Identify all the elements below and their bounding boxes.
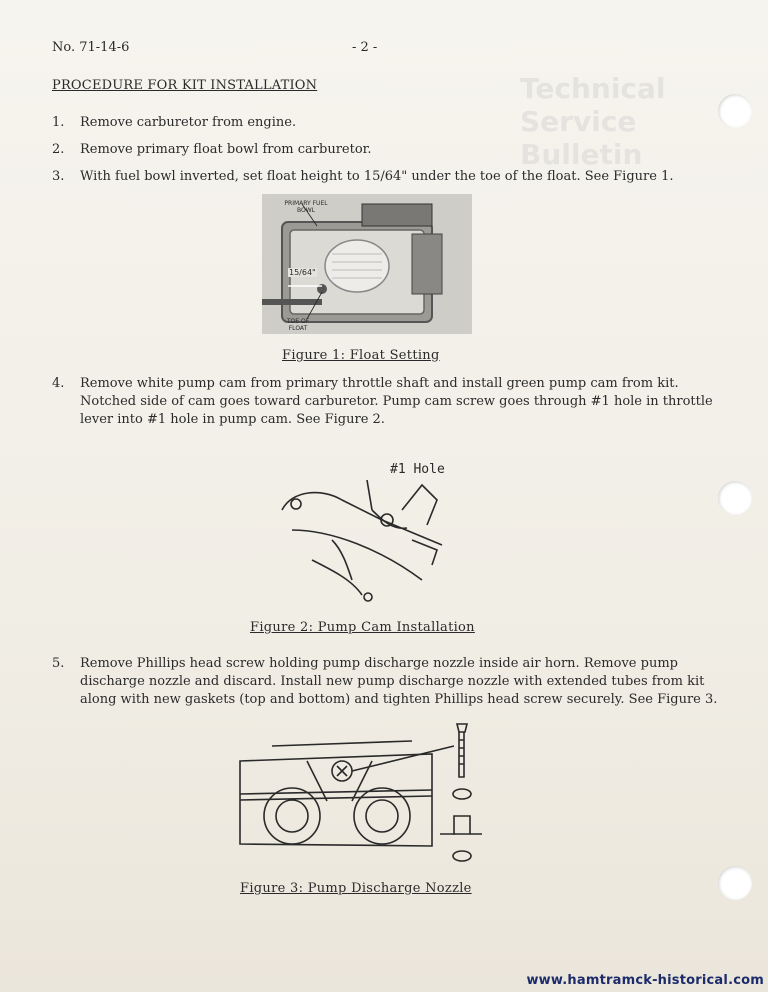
step-number: 4. [52, 376, 65, 391]
figure-3-caption: Figure 3: Pump Discharge Nozzle [240, 881, 472, 896]
fig2-label-hole: #1 Hole [390, 462, 445, 477]
step-text: Remove carburetor from engine. [80, 115, 297, 130]
step-number: 3. [52, 169, 65, 184]
figure-3-pump-discharge-nozzle-drawing [232, 716, 492, 874]
step-text: Remove Phillips head screw holding pump discharge nozzle inside air horn. Remove pump discharge nozzle and discard. Install new pump discharge nozzle with extended tubes from kit along with new gaskets (top and bottom) and tighten Phillips head screw securely. See Figure 3. [80, 656, 718, 707]
figure-1-caption: Figure 1: Float Setting [282, 348, 440, 363]
fig1-label-toe: TOE OF FLOAT [286, 318, 310, 332]
binder-hole-middle [718, 481, 752, 515]
fig1-label-measure: 15/64" [289, 268, 316, 277]
page-number: - 2 - [352, 40, 378, 55]
step-text: Remove white pump cam from primary throttle shaft and install green pump cam from kit. Notched side of cam goes toward carburetor. Pump cam screw goes through #1 hole in throttle lever into #1 hole in pump cam. See Figure 2. [80, 376, 713, 427]
site-watermark: www.hamtramck-historical.com [526, 973, 764, 988]
binder-hole-bottom [718, 866, 752, 900]
step-number: 1. [52, 115, 65, 130]
fig1-label-bowl: PRIMARY FUEL BOWL [284, 200, 328, 214]
step-text: With fuel bowl inverted, set float height to 15/64" under the toe of the float. See Figure 1. [80, 169, 674, 184]
step-number: 2. [52, 142, 65, 157]
section-title: PROCEDURE FOR KIT INSTALLATION [52, 78, 318, 93]
step-text: Remove primary float bowl from carburetor. [80, 142, 372, 157]
doc-number: No. 71-14-6 [52, 40, 130, 55]
step-number: 5. [52, 656, 65, 671]
bleed-through-title: Technical Service Bulletin [520, 72, 666, 171]
figure-1-float-setting-photo [262, 194, 472, 334]
figure-2-caption: Figure 2: Pump Cam Installation [250, 620, 475, 635]
figure-2-pump-cam-drawing [272, 470, 482, 610]
